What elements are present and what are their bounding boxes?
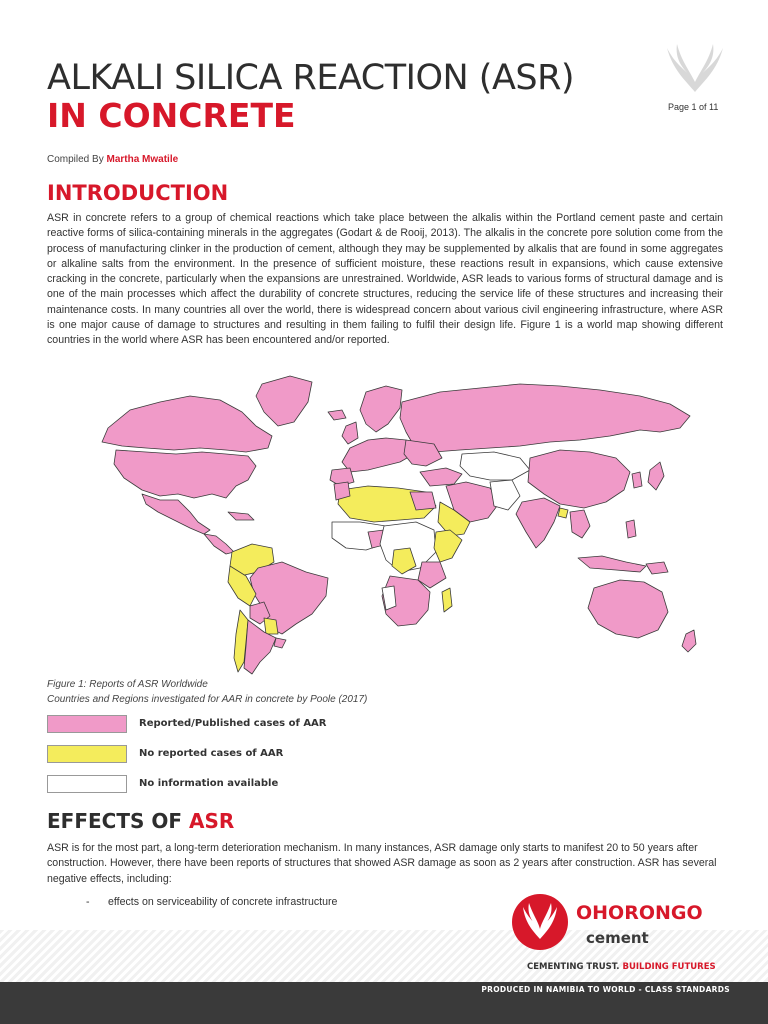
introduction-paragraph: ASR in concrete refers to a group of chemical reactions which take place between the alkalis within the Portland cement paste and certain reactive forms of silica-containing minerals in the aggregates (Godart & de Rooij, 2013). The alkalis in the concrete pore solution come from the process of manufacturing clinker in the production of cement, although they may be supplemented by alkalis that are found in some aggregates or alkaline salts from the environment. In the presence of sufficient moisture, these reactions result in expansions, which cause extensive cracking in the concrete, particularly when the expansions are unrestrained. Worldwide, ASR leads to various forms of structural damage and is one of the main processes which affect the durability of concrete structures, reducing the service life of these structures and increasing their maintenance costs. In many countries all over the world, there is widespread concern about various civil engineering infrastructure, where ASR is one major cause of damage to structures and resulting in them failing to fulfil their design life. Figure 1 is a world map showing different countries in the world where ASR has been encountered and/or reported.: [47, 212, 723, 347]
bullet-marker: -: [86, 896, 90, 908]
tagline-part2: BUILDING FUTURES: [622, 962, 716, 972]
figure-caption: Figure 1: Reports of ASR Worldwide: [47, 679, 208, 690]
region-se-asia: [570, 510, 590, 538]
region-philippines: [626, 520, 636, 538]
legend-swatch-reported: [47, 715, 127, 733]
legend-label-reported: Reported/Published cases of AAR: [139, 718, 327, 729]
region-russia: [400, 384, 690, 452]
region-new-zealand: [682, 630, 696, 652]
region-korea: [632, 472, 642, 488]
region-paraguay: [264, 618, 278, 634]
effects-heading: [47, 809, 234, 833]
region-india: [516, 498, 560, 548]
region-central-asia: [460, 452, 530, 480]
list-item: [86, 896, 337, 908]
legend-label-no-info: No information available: [139, 778, 279, 789]
region-caribbean: [228, 512, 254, 520]
legend-label-not-reported: No reported cases of AAR: [139, 748, 284, 759]
region-papua: [646, 562, 668, 574]
region-greenland: [256, 376, 312, 426]
legend-swatch-no-info: [47, 775, 127, 793]
region-uk: [342, 422, 358, 444]
region-w-europe: [342, 438, 414, 472]
effects-heading-part2: ASR: [188, 809, 235, 833]
region-iran: [490, 480, 520, 510]
footer-text: PRODUCED IN NAMIBIA TO WORLD - CLASS STANDARDS: [481, 985, 730, 994]
compiled-by-label: Compiled By: [47, 154, 104, 165]
kudu-horns-logo-icon: [655, 40, 735, 100]
world-map-asr: [50, 362, 720, 678]
bullet-text: effects on serviceability of concrete infrastructure: [108, 896, 338, 908]
region-central-america: [204, 534, 234, 554]
document-title-line1: ALKALI SILICA REACTION (ASR): [47, 58, 575, 98]
page-number: Page 1 of 11: [668, 102, 719, 112]
region-bangladesh: [558, 508, 568, 518]
legend-swatch-not-reported: [47, 745, 127, 763]
region-australia: [588, 580, 668, 638]
effects-heading-part1: EFFECTS OF: [47, 809, 182, 833]
region-indonesia: [578, 556, 646, 572]
footer-hatch-pattern: [0, 930, 768, 982]
tagline-part1: CEMENTING TRUST.: [527, 962, 620, 972]
figure-source: Countries and Regions investigated for AAR in concrete by Poole (2017): [47, 694, 368, 705]
brand-tagline: [527, 962, 716, 972]
region-iceland: [328, 410, 346, 420]
region-brazil: [250, 562, 328, 634]
author-name: Martha Mwatile: [106, 154, 179, 165]
region-madagascar: [442, 588, 452, 612]
region-canada: [102, 396, 272, 452]
region-uruguay: [274, 638, 286, 648]
region-japan: [648, 462, 664, 490]
region-turkey: [420, 468, 462, 486]
effects-paragraph: ASR is for the most part, a long-term deterioration mechanism. In many instances, ASR damage only starts to manifest 20 to 50 years after construction. However, there have been reports of structures that showed ASR damage as soon as 2 years after construction. ASR has several negative effects, including:: [47, 842, 717, 885]
ohorongo-kudu-logo-icon: [511, 893, 569, 951]
compiled-by-line: [47, 154, 178, 165]
brand-subtitle: cement: [586, 929, 649, 947]
region-scandinavia: [360, 386, 402, 432]
legend-item-reported: [47, 715, 447, 735]
document-title-line2: IN CONCRETE: [47, 96, 296, 135]
region-usa: [114, 450, 256, 498]
legend-item-no-info: [47, 775, 447, 795]
introduction-heading: INTRODUCTION: [47, 181, 229, 205]
legend-item-not-reported: [47, 745, 447, 765]
region-mexico: [142, 494, 210, 534]
brand-name: OHORONGO: [576, 902, 703, 924]
